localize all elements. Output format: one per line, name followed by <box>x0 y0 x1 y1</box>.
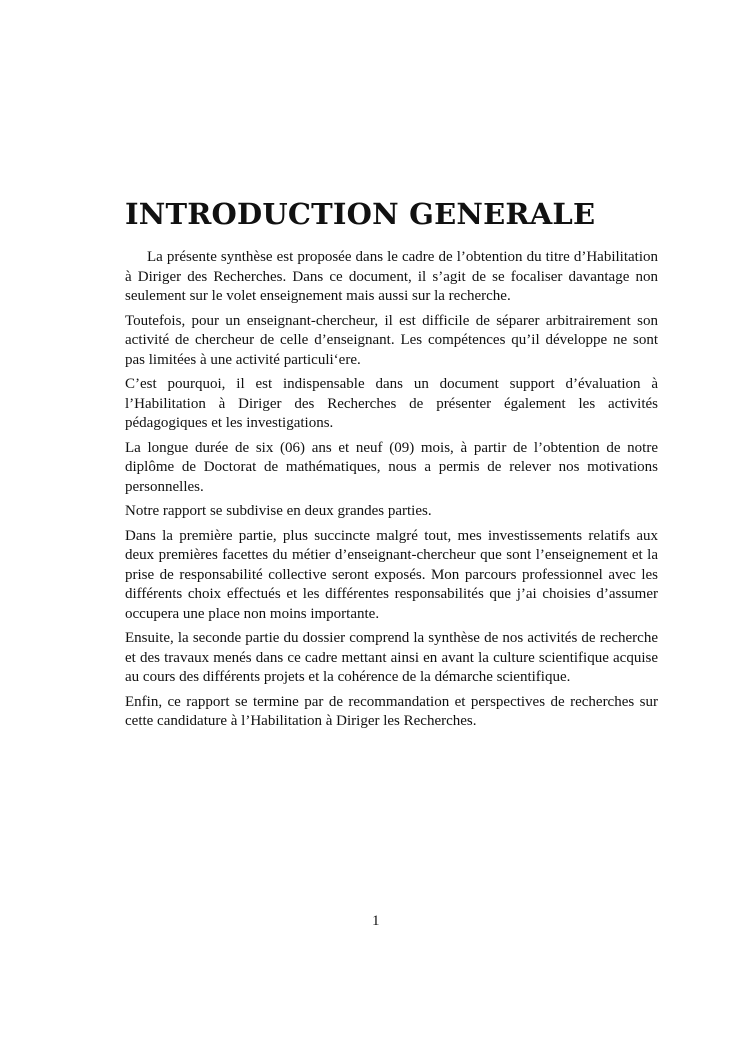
page-number: 1 <box>372 913 380 929</box>
paragraph-5: Notre rapport se subdivise en deux grandes parties. <box>125 503 432 519</box>
paragraph-3: C’est pourquoi, il est indispensable dans un document support d’évaluation à l’Habilitation à Diriger des Recherches de présenter également les activités pédagogiques et les investigations. <box>125 376 658 431</box>
paragraph-6: Dans la première partie, plus succincte malgré tout, mes investissements relatifs aux deux premières facettes du métier d’enseignant-chercheur que sont l’enseignement et la prise de responsabilité collective seront exposés. Mon parcours professionnel avec les différents choix effectués et les différentes responsabilités que j’ai choisies d’assumer occupera une place non moins importante. <box>125 527 658 622</box>
paragraph-7: Ensuite, la seconde partie du dossier comprend la synthèse de nos activités de recherche et des travaux menés dans ce cadre mettant ainsi en avant la culture scientifique acquise au cours des différents projets et la cohérence de la démarche scientifique. <box>125 630 658 685</box>
paragraph-1: La présente synthèse est proposée dans le cadre de l’obtention du titre d’Habilitation à Diriger des Recherches. Dans ce document, il s’agit de se focaliser davantage non seulement sur le volet enseignement mais aussi sur la recherche. <box>125 249 658 304</box>
chapter-title: INTRODUCTION GENERALE <box>125 197 596 231</box>
body-text <box>125 248 658 737</box>
paragraph-2: Toutefois, pour un enseignant-chercheur, il est difficile de séparer arbitrairement son activité de chercheur de celle d’enseignant. Les compétences qu’il développe ne sont pas limitées à une activité particuli‘ere. <box>125 312 658 368</box>
paragraph-8: Enfin, ce rapport se termine par de recommandation et perspectives de recherches sur cette candidature à l’Habilitation à Diriger les Recherches. <box>125 693 658 729</box>
paragraph-4: La longue durée de six (06) ans et neuf (09) mois, à partir de l’obtention de notre diplôme de Doctorat de mathématiques, nous a permis de relever nos motivations personnelles. <box>125 439 658 495</box>
